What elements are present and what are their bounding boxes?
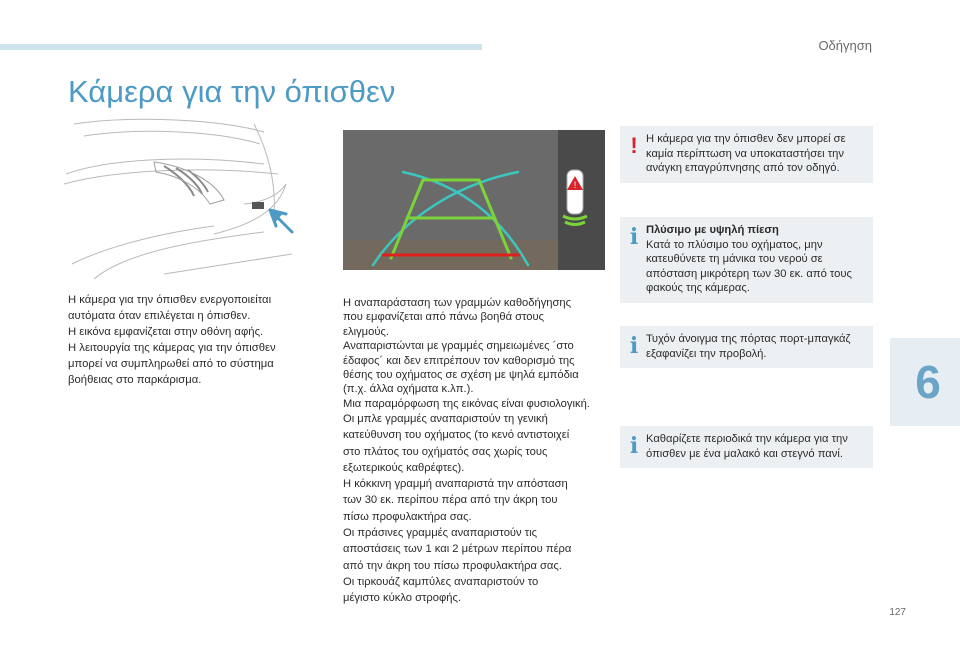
guidelines-line: από την άκρη του πίσω προφυλακτήρα σας. bbox=[343, 559, 562, 572]
display-line: έδαφος´ και δεν επιτρέπουν τον καθορισμό της bbox=[343, 354, 575, 367]
tailgate-note bbox=[620, 326, 873, 368]
note-line: καμία περίπτωση να υποκαταστήσει την bbox=[646, 147, 844, 160]
exclamation-mark-icon: ! bbox=[630, 133, 638, 158]
page-number: 127 bbox=[889, 607, 906, 618]
cleaning-note bbox=[620, 426, 873, 468]
guidelines-line: πίσω προφυλακτήρα σας. bbox=[343, 510, 472, 523]
note-line: Τυχόν άνοιγμα της πόρτας πορτ-μπαγκάζ bbox=[646, 333, 851, 345]
rear-camera-display bbox=[343, 130, 605, 270]
note-title: Πλύσιμο με υψηλή πίεση bbox=[646, 224, 779, 236]
info-i-icon: i bbox=[629, 224, 639, 250]
guidelines-line: εξωτερικούς καθρέφτες). bbox=[343, 461, 465, 474]
warning-note bbox=[620, 126, 873, 183]
svg-text:!: ! bbox=[573, 180, 577, 190]
note-line: απόσταση μικρότερη των 30 εκ. από τους bbox=[646, 267, 852, 280]
camera-lens-icon bbox=[252, 202, 264, 209]
guidelines-line: Οι μπλε γραμμές αναπαριστούν τη γενική bbox=[343, 413, 548, 425]
info-i-icon: i bbox=[629, 433, 639, 459]
display-line: Μια παραμόρφωση της εικόνας είναι φυσιολογική. bbox=[343, 397, 590, 410]
section-label: Οδήγηση bbox=[818, 38, 872, 53]
car-rear-line-art-icon bbox=[64, 114, 296, 282]
chapter-tab bbox=[890, 338, 960, 426]
guidelines-text bbox=[343, 411, 608, 607]
note-line: όπισθεν με ένα μαλακό και στεγνό πανί. bbox=[646, 447, 843, 460]
guidelines-line: Οι πράσινες γραμμές αναπαριστούν τις bbox=[343, 527, 538, 540]
guidelines-line: κατεύθυνση του οχήματος (το κενό αντιστοιχεί bbox=[343, 429, 570, 442]
guidelines-line: αποστάσεις των 1 και 2 μέτρων περίπου πέρα bbox=[343, 543, 572, 556]
display-text bbox=[343, 296, 608, 411]
display-line: ελιγμούς. bbox=[343, 325, 389, 338]
display-line: (π.χ. άλλα οχήματα κ.λπ.). bbox=[343, 383, 474, 396]
guidelines-line: Η κόκκινη γραμμή αναπαριστά την απόσταση bbox=[343, 478, 568, 491]
display-line: Η αναπαράσταση των γραμμών καθοδήγησης bbox=[343, 297, 572, 309]
intro-text bbox=[68, 292, 318, 388]
note-line: ανάγκη επαγρύπνησης από τον οδηγό. bbox=[646, 162, 840, 175]
note-line: κατευθύνετε τη μάνικα του νερού σε bbox=[646, 253, 823, 266]
display-line: που εμφανίζεται από πάνω βοηθά στους bbox=[343, 311, 545, 324]
intro-line: βοήθειας στο παρκάρισμα. bbox=[68, 374, 202, 386]
intro-line: μπορεί να συμπληρωθεί από το σύστημα bbox=[68, 358, 274, 370]
intro-line: Η εικόνα εμφανίζεται στην οθόνη αφής. bbox=[68, 326, 264, 338]
intro-line: αυτόματα όταν επιλέγεται η όπισθεν. bbox=[68, 310, 251, 322]
note-line: Η κάμερα για την όπισθεν δεν μπορεί σε bbox=[646, 133, 846, 145]
note-line: Κατά το πλύσιμο του οχήματος, μην bbox=[646, 238, 823, 251]
chapter-number: 6 bbox=[915, 356, 941, 408]
note-line: εξαφανίζει την προβολή. bbox=[646, 347, 767, 360]
pressure-wash-note bbox=[620, 217, 873, 303]
note-line: Καθαρίζετε περιοδικά την κάμερα για την bbox=[646, 433, 848, 445]
guidelines-line: των 30 εκ. περίπου πέρα από την άκρη του bbox=[343, 494, 558, 507]
page-title: Κάμερα για την όπισθεν bbox=[68, 74, 396, 109]
guidelines-line: στο πλάτος του οχήματός σας χωρίς τους bbox=[343, 445, 548, 458]
intro-line: Η λειτουργία της κάμερας για την όπισθεν bbox=[68, 342, 276, 354]
top-accent-bar bbox=[0, 44, 482, 50]
intro-line: Η κάμερα για την όπισθεν ενεργοποιείται bbox=[68, 294, 272, 306]
info-i-icon: i bbox=[629, 333, 639, 359]
display-line: θέσης του οχήματος σε σχέση με ψηλά εμπόδια bbox=[343, 369, 579, 382]
guidelines-line: μέγιστο κύκλο στροφής. bbox=[343, 592, 461, 605]
note-line: φακούς της κάμερας. bbox=[646, 282, 750, 295]
display-line: Αναπαριστώνται με γραμμές σημειωμένες ´στο bbox=[343, 340, 574, 353]
guidelines-line: Οι τιρκουάζ καμπύλες αναπαριστούν το bbox=[343, 575, 539, 588]
